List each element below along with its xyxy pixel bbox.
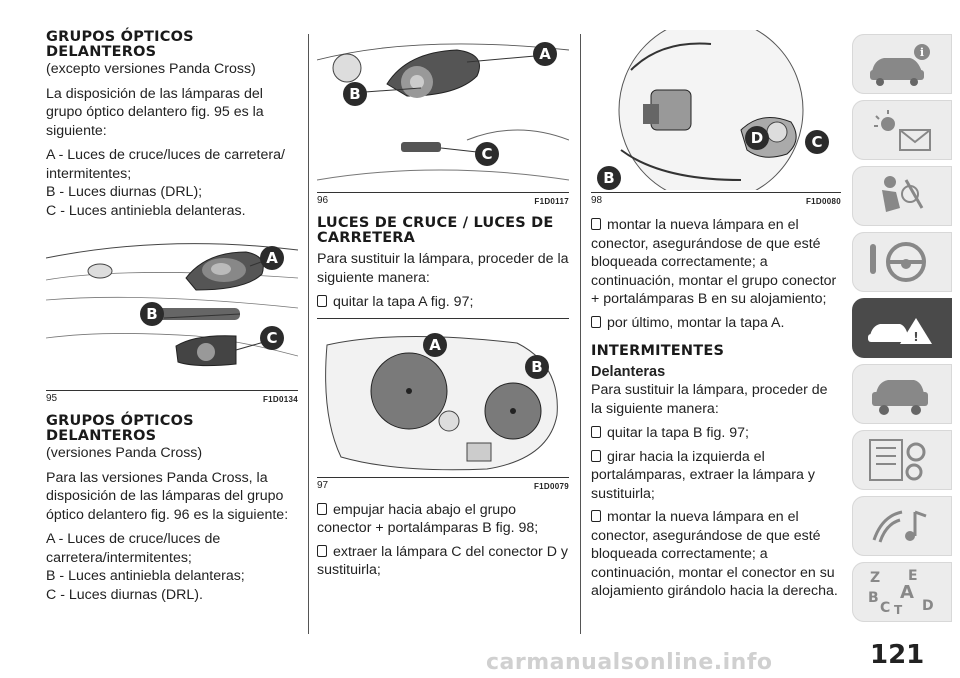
warning-lights-icon	[866, 106, 936, 154]
callout-b: B	[531, 357, 543, 376]
headlight-rear-illustration	[317, 325, 569, 475]
list-item: B - Luces diurnas (DRL);	[46, 184, 203, 200]
list-item: A - Luces de cruce/luces de carretera/intermitentes;	[46, 531, 221, 566]
car-service-icon	[866, 370, 936, 418]
multimedia-icon	[866, 502, 936, 550]
headlight-cross-illustration	[317, 30, 569, 190]
figure-caption	[591, 192, 841, 206]
paragraph: La disposición de las lámparas del grupo óptico delantero fig. 95 es la siguiente:	[46, 85, 264, 139]
callout-a: A	[429, 335, 441, 354]
page-number: 121	[870, 640, 925, 670]
column-2	[317, 30, 569, 585]
svg-text:B: B	[868, 590, 879, 606]
subsection-heading-front: Delanteras	[591, 364, 666, 380]
step-item: montar la nueva lámpara en el conector, asegurándose de que esté bloqueada correctamente; a continuación, montar el conector en su alojamiento girándolo hacia la derecha.	[591, 509, 838, 599]
paragraph: Para sustituir la lámpara, proceder de la siguiente manera:	[591, 382, 828, 417]
figure-caption	[317, 192, 569, 206]
section-subtitle: (excepto versiones Panda Cross)	[46, 61, 256, 77]
checkbox-bullet-icon	[317, 545, 327, 557]
checkbox-bullet-icon	[591, 450, 601, 462]
section-heading-front-lights-cross: GRUPOS ÓPTICOS DELANTEROS	[46, 413, 194, 444]
column-3	[591, 30, 841, 606]
section-subtitle: (versiones Panda Cross)	[46, 445, 203, 461]
section-heading-front-lights: GRUPOS ÓPTICOS DELANTEROS	[46, 29, 194, 60]
section-heading-low-high-beam: LUCES DE CRUCE / LUCES DE CARRETERA	[317, 215, 554, 246]
svg-text:T: T	[894, 603, 903, 616]
figure-code: F1D0079	[533, 481, 569, 491]
tab-warning-lights[interactable]	[852, 100, 952, 160]
list-item: C - Luces antiniebla delanteras.	[46, 202, 246, 219]
steering-wheel-icon	[866, 238, 936, 286]
checkbox-bullet-icon	[591, 426, 601, 438]
callout-c: C	[811, 133, 823, 151]
tab-specifications[interactable]	[852, 430, 952, 490]
tab-index[interactable]	[852, 562, 952, 622]
column-divider	[308, 34, 309, 634]
tab-maintenance[interactable]	[852, 364, 952, 424]
figure-number: 95	[46, 393, 58, 404]
svg-text:A: A	[900, 582, 914, 603]
watermark: carmanualsonline.info	[486, 650, 773, 675]
column-1	[46, 30, 298, 610]
callout-a: A	[539, 45, 551, 63]
car-breakdown-icon	[866, 304, 936, 352]
checkbox-bullet-icon	[317, 503, 327, 515]
tab-emergency[interactable]	[852, 298, 952, 358]
callout-b: B	[603, 169, 615, 187]
figure-caption	[46, 390, 298, 404]
figure-97	[317, 318, 569, 491]
step-item: por último, montar la tapa A.	[591, 314, 841, 333]
checkbox-bullet-icon	[591, 510, 601, 522]
step-item: quitar la tapa A fig. 97;	[317, 293, 569, 312]
tab-car-info[interactable]	[852, 34, 952, 94]
svg-text:i: i	[919, 46, 925, 59]
checkbox-bullet-icon	[591, 218, 601, 230]
callout-d: D	[750, 129, 764, 147]
svg-text:Z: Z	[870, 570, 881, 586]
figure-code: F1D0117	[534, 197, 569, 206]
step-item: empujar hacia abajo el grupo conector + portalámparas B fig. 98;	[317, 501, 539, 536]
figure-code: F1D0080	[805, 197, 841, 206]
figure-98	[591, 30, 841, 206]
step-item: quitar la tapa B fig. 97;	[591, 424, 841, 443]
svg-text:E: E	[908, 568, 918, 584]
callout-c: C	[481, 145, 493, 163]
checkbox-bullet-icon	[591, 316, 601, 328]
list-item: C - Luces diurnas (DRL).	[46, 586, 203, 603]
svg-text:!: !	[913, 330, 919, 344]
list-item: A - Luces de cruce/luces de carretera/ intermitentes;	[46, 147, 285, 182]
section-heading-turn-signals: INTERMITENTES	[591, 343, 725, 359]
figure-95	[46, 238, 298, 404]
callout-b: B	[349, 85, 361, 103]
paragraph: Para las versiones Panda Cross, la disposición de las lámparas del grupo óptico delantero fig. 96 es la siguiente:	[46, 469, 289, 523]
step-item: extraer la lámpara C del conector D y sustituirla;	[317, 543, 568, 578]
column-divider	[580, 34, 581, 634]
callout-a: A	[266, 249, 278, 267]
chapter-tabs	[852, 34, 960, 628]
figure-number: 97	[317, 479, 329, 491]
figure-code: F1D0134	[262, 395, 298, 404]
tab-safety[interactable]	[852, 166, 952, 226]
svg-text:D: D	[922, 598, 934, 614]
airbag-seat-icon	[866, 172, 936, 220]
figure-number: 98	[591, 195, 603, 206]
car-info-icon	[866, 40, 936, 88]
callout-b: B	[146, 305, 158, 323]
step-item: girar hacia la izquierda el portalámparas, extraer la lámpara y sustituirla;	[591, 448, 815, 502]
bulb-connector-illustration	[591, 30, 841, 190]
tab-multimedia[interactable]	[852, 496, 952, 556]
figure-96	[317, 30, 569, 206]
callout-c: C	[266, 329, 278, 347]
specs-gears-icon	[866, 436, 936, 484]
figure-caption	[317, 477, 569, 491]
step-item: montar la nueva lámpara en el conector, asegurándose de que esté bloqueada correctamente; a continuación, montar el grupo conector + portalámparas B en su alojamiento;	[591, 217, 837, 307]
svg-text:C: C	[880, 600, 891, 616]
figure-number: 96	[317, 195, 329, 206]
headlight-illustration	[46, 238, 298, 388]
tab-starting-driving[interactable]	[852, 232, 952, 292]
checkbox-bullet-icon	[317, 295, 327, 307]
list-item: B - Luces antiniebla delanteras;	[46, 568, 245, 584]
index-letters-icon	[866, 568, 936, 616]
paragraph: Para sustituir la lámpara, proceder de la siguiente manera:	[317, 251, 569, 286]
